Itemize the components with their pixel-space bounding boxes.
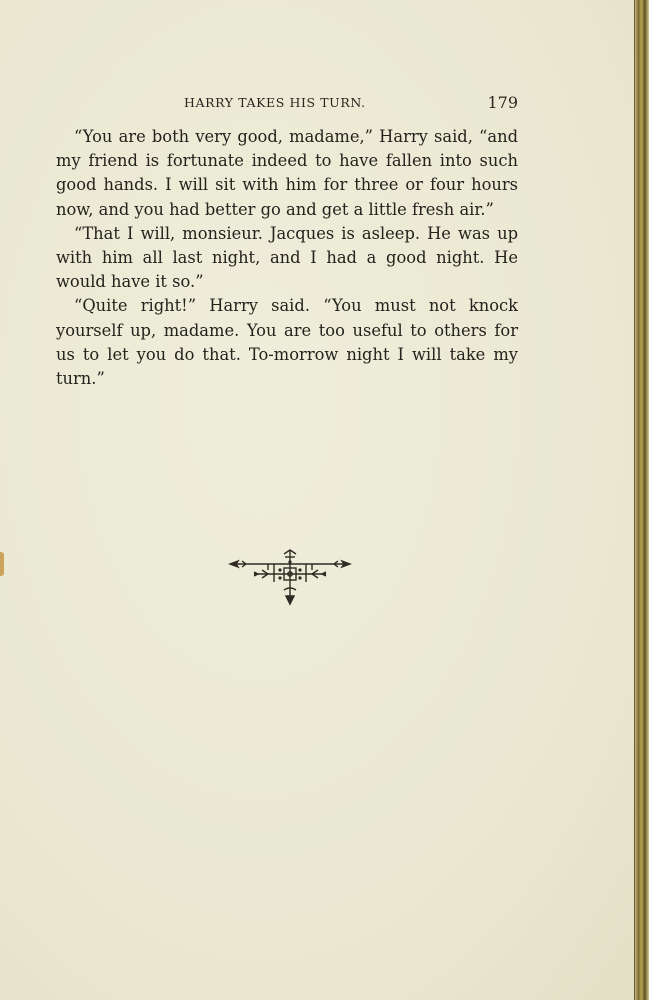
page-edge-mark (0, 552, 4, 576)
printers-ornament-icon (228, 546, 352, 608)
body-text (56, 125, 518, 391)
paragraph-2: “That I will, monsieur. Jacques is asleep. He was up with him all last night, and I had a good night. He would have it so.” (56, 223, 518, 292)
paragraph-3: “Quite right!” Harry said. “You must not knock yourself up, madame. You are too useful to others for us to let you do that. To-morrow night I will take my turn.” (56, 296, 518, 389)
running-head (56, 93, 518, 115)
paragraph-1: “You are both very good, madame,” Harry said, “and my friend is fortunate indeed to have fallen into such good hands. I will sit with him for three or four hours now, and you had better go and get a little fresh air.” (56, 127, 518, 219)
book-spine-edge (635, 0, 649, 1000)
page-number: 179 (487, 93, 518, 112)
running-head-title: HARRY TAKES HIS TURN. (184, 95, 366, 110)
